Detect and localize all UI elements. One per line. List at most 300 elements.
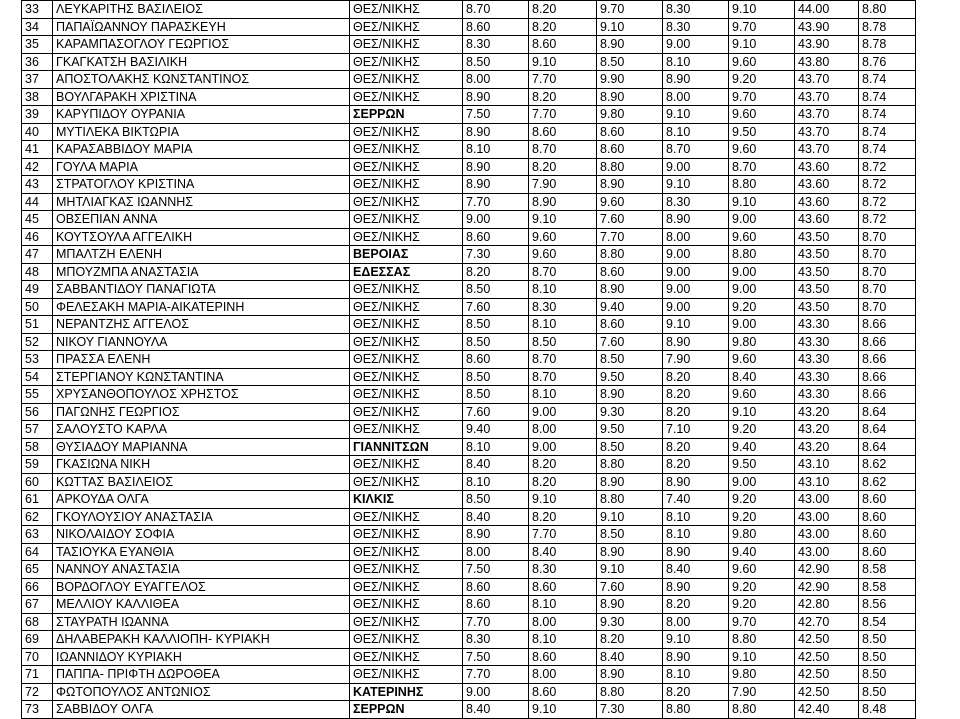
table-row <box>22 561 916 579</box>
city-cell: ΘΕΣ/ΝΙΚΗΣ <box>350 403 463 421</box>
score-2-cell: 9.00 <box>529 403 597 421</box>
rank-cell: 40 <box>22 123 53 141</box>
score-2-cell: 8.70 <box>529 141 597 159</box>
rank-cell: 39 <box>22 106 53 124</box>
score-5-cell: 9.20 <box>729 71 795 89</box>
score-5-cell: 9.70 <box>729 613 795 631</box>
rank-cell: 33 <box>22 1 53 19</box>
rank-cell: 62 <box>22 508 53 526</box>
score-5-cell: 9.00 <box>729 473 795 491</box>
score-5-cell: 9.20 <box>729 421 795 439</box>
score-4-cell: 8.10 <box>663 508 729 526</box>
average-cell: 8.50 <box>859 648 916 666</box>
score-2-cell: 8.10 <box>529 386 597 404</box>
score-1-cell: 8.10 <box>463 438 529 456</box>
score-5-cell: 9.50 <box>729 456 795 474</box>
score-3-cell: 7.70 <box>597 228 663 246</box>
score-4-cell: 7.40 <box>663 491 729 509</box>
score-2-cell: 9.10 <box>529 211 597 229</box>
score-3-cell: 8.90 <box>597 36 663 54</box>
rank-cell: 66 <box>22 578 53 596</box>
score-2-cell: 8.20 <box>529 508 597 526</box>
city-cell: ΓΙΑΝΝΙΤΣΩΝ <box>350 438 463 456</box>
score-2-cell: 8.60 <box>529 578 597 596</box>
table-row <box>22 228 916 246</box>
average-cell: 8.64 <box>859 421 916 439</box>
rank-cell: 37 <box>22 71 53 89</box>
score-2-cell: 8.60 <box>529 648 597 666</box>
score-5-cell: 9.20 <box>729 508 795 526</box>
city-cell: ΚΑΤΕΡΙΝΗΣ <box>350 683 463 701</box>
score-3-cell: 8.90 <box>597 473 663 491</box>
score-4-cell: 9.00 <box>663 158 729 176</box>
name-cell: ΑΡΚΟΥΔΑ ΟΛΓΑ <box>53 491 350 509</box>
average-cell: 8.74 <box>859 88 916 106</box>
name-cell: ΜΕΛΛΙΟΥ ΚΑΛΛΙΘΕΑ <box>53 596 350 614</box>
score-4-cell: 8.20 <box>663 438 729 456</box>
name-cell: ΦΕΛΕΣΑΚΗ ΜΑΡΙΑ-ΑΙΚΑΤΕΡΙΝΗ <box>53 298 350 316</box>
score-4-cell: 9.10 <box>663 176 729 194</box>
score-2-cell: 8.20 <box>529 473 597 491</box>
city-cell: ΕΔΕΣΣΑΣ <box>350 263 463 281</box>
score-5-cell: 8.80 <box>729 176 795 194</box>
total-cell: 43.70 <box>795 71 859 89</box>
score-3-cell: 8.50 <box>597 53 663 71</box>
score-3-cell: 7.60 <box>597 211 663 229</box>
score-3-cell: 7.60 <box>597 333 663 351</box>
score-1-cell: 7.50 <box>463 648 529 666</box>
total-cell: 43.50 <box>795 281 859 299</box>
city-cell: ΘΕΣ/ΝΙΚΗΣ <box>350 631 463 649</box>
score-3-cell: 9.70 <box>597 1 663 19</box>
average-cell: 8.78 <box>859 18 916 36</box>
total-cell: 43.20 <box>795 438 859 456</box>
score-2-cell: 8.10 <box>529 596 597 614</box>
average-cell: 8.62 <box>859 456 916 474</box>
city-cell: ΘΕΣ/ΝΙΚΗΣ <box>350 596 463 614</box>
score-1-cell: 8.50 <box>463 491 529 509</box>
table-row <box>22 333 916 351</box>
score-1-cell: 8.90 <box>463 176 529 194</box>
total-cell: 43.90 <box>795 18 859 36</box>
name-cell: ΙΩΑΝΝΙΔΟΥ ΚΥΡΙΑΚΗ <box>53 648 350 666</box>
city-cell: ΘΕΣ/ΝΙΚΗΣ <box>350 351 463 369</box>
average-cell: 8.70 <box>859 263 916 281</box>
score-4-cell: 8.20 <box>663 386 729 404</box>
table-row <box>22 158 916 176</box>
score-5-cell: 9.70 <box>729 88 795 106</box>
table-row <box>22 543 916 561</box>
average-cell: 8.74 <box>859 123 916 141</box>
average-cell: 8.78 <box>859 36 916 54</box>
rank-cell: 72 <box>22 683 53 701</box>
total-cell: 43.10 <box>795 456 859 474</box>
score-3-cell: 8.80 <box>597 246 663 264</box>
average-cell: 8.60 <box>859 508 916 526</box>
score-2-cell: 8.00 <box>529 613 597 631</box>
name-cell: ΟΒΣΕΠΙΑΝ ΑΝΝΑ <box>53 211 350 229</box>
total-cell: 43.30 <box>795 351 859 369</box>
total-cell: 42.90 <box>795 578 859 596</box>
score-4-cell: 8.00 <box>663 228 729 246</box>
table-row <box>22 438 916 456</box>
table-row <box>22 613 916 631</box>
rank-cell: 56 <box>22 403 53 421</box>
table-row <box>22 141 916 159</box>
score-1-cell: 8.50 <box>463 386 529 404</box>
city-cell: ΘΕΣ/ΝΙΚΗΣ <box>350 281 463 299</box>
average-cell: 8.76 <box>859 53 916 71</box>
city-cell: ΘΕΣ/ΝΙΚΗΣ <box>350 18 463 36</box>
total-cell: 43.10 <box>795 473 859 491</box>
rank-cell: 59 <box>22 456 53 474</box>
city-cell: ΘΕΣ/ΝΙΚΗΣ <box>350 386 463 404</box>
city-cell: ΘΕΣ/ΝΙΚΗΣ <box>350 648 463 666</box>
score-5-cell: 9.60 <box>729 53 795 71</box>
rank-cell: 47 <box>22 246 53 264</box>
score-1-cell: 8.60 <box>463 596 529 614</box>
table-row <box>22 298 916 316</box>
score-4-cell: 8.90 <box>663 211 729 229</box>
table-row <box>22 578 916 596</box>
score-3-cell: 8.60 <box>597 316 663 334</box>
rank-cell: 54 <box>22 368 53 386</box>
score-5-cell: 9.10 <box>729 1 795 19</box>
total-cell: 43.30 <box>795 368 859 386</box>
score-1-cell: 8.50 <box>463 316 529 334</box>
score-3-cell: 9.10 <box>597 18 663 36</box>
score-1-cell: 8.00 <box>463 71 529 89</box>
total-cell: 44.00 <box>795 1 859 19</box>
score-1-cell: 8.10 <box>463 473 529 491</box>
average-cell: 8.80 <box>859 1 916 19</box>
score-4-cell: 9.10 <box>663 316 729 334</box>
average-cell: 8.74 <box>859 141 916 159</box>
score-1-cell: 8.30 <box>463 36 529 54</box>
score-5-cell: 8.80 <box>729 701 795 719</box>
table-row <box>22 473 916 491</box>
table-row <box>22 631 916 649</box>
score-2-cell: 8.60 <box>529 36 597 54</box>
table-row <box>22 211 916 229</box>
score-2-cell: 8.10 <box>529 281 597 299</box>
rank-cell: 51 <box>22 316 53 334</box>
rank-cell: 70 <box>22 648 53 666</box>
table-row <box>22 666 916 684</box>
score-4-cell: 8.20 <box>663 368 729 386</box>
average-cell: 8.74 <box>859 106 916 124</box>
score-1-cell: 8.40 <box>463 456 529 474</box>
score-2-cell: 8.30 <box>529 561 597 579</box>
score-5-cell: 9.20 <box>729 596 795 614</box>
name-cell: ΝΙΚΟΛΑΙΔΟΥ ΣΟΦΙΑ <box>53 526 350 544</box>
rank-cell: 42 <box>22 158 53 176</box>
total-cell: 43.00 <box>795 526 859 544</box>
total-cell: 42.40 <box>795 701 859 719</box>
score-2-cell: 7.90 <box>529 176 597 194</box>
score-2-cell: 9.60 <box>529 228 597 246</box>
average-cell: 8.64 <box>859 403 916 421</box>
table-row <box>22 508 916 526</box>
rank-cell: 34 <box>22 18 53 36</box>
score-3-cell: 9.40 <box>597 298 663 316</box>
score-3-cell: 9.30 <box>597 613 663 631</box>
score-5-cell: 9.20 <box>729 491 795 509</box>
rank-cell: 71 <box>22 666 53 684</box>
table-row <box>22 36 916 54</box>
score-3-cell: 8.90 <box>597 596 663 614</box>
city-cell: ΘΕΣ/ΝΙΚΗΣ <box>350 561 463 579</box>
table-row <box>22 526 916 544</box>
name-cell: ΑΠΟΣΤΟΛΑΚΗΣ ΚΩΝΣΤΑΝΤΙΝΟΣ <box>53 71 350 89</box>
score-3-cell: 8.40 <box>597 648 663 666</box>
rank-cell: 68 <box>22 613 53 631</box>
name-cell: ΦΩΤΟΠΟΥΛΟΣ ΑΝΤΩΝΙΟΣ <box>53 683 350 701</box>
score-3-cell: 8.50 <box>597 438 663 456</box>
score-2-cell: 7.70 <box>529 526 597 544</box>
table-row <box>22 246 916 264</box>
score-5-cell: 9.60 <box>729 106 795 124</box>
average-cell: 8.50 <box>859 666 916 684</box>
score-4-cell: 8.90 <box>663 578 729 596</box>
rank-cell: 53 <box>22 351 53 369</box>
score-3-cell: 8.50 <box>597 351 663 369</box>
name-cell: ΓΟΥΛΑ ΜΑΡΙΑ <box>53 158 350 176</box>
table-row <box>22 456 916 474</box>
total-cell: 43.50 <box>795 246 859 264</box>
score-1-cell: 8.90 <box>463 123 529 141</box>
score-4-cell: 8.90 <box>663 333 729 351</box>
average-cell: 8.66 <box>859 386 916 404</box>
total-cell: 43.60 <box>795 158 859 176</box>
total-cell: 43.20 <box>795 421 859 439</box>
table-row <box>22 596 916 614</box>
score-3-cell: 8.90 <box>597 88 663 106</box>
city-cell: ΘΕΣ/ΝΙΚΗΣ <box>350 71 463 89</box>
score-1-cell: 8.40 <box>463 508 529 526</box>
score-3-cell: 9.60 <box>597 193 663 211</box>
city-cell: ΘΕΣ/ΝΙΚΗΣ <box>350 368 463 386</box>
name-cell: ΣΤΑΥΡΑΤΗ ΙΩΑΝΝΑ <box>53 613 350 631</box>
name-cell: ΜΠΟΥΖΜΠΑ ΑΝΑΣΤΑΣΙΑ <box>53 263 350 281</box>
score-5-cell: 9.40 <box>729 543 795 561</box>
total-cell: 43.50 <box>795 298 859 316</box>
score-4-cell: 8.20 <box>663 456 729 474</box>
average-cell: 8.60 <box>859 526 916 544</box>
score-5-cell: 9.10 <box>729 648 795 666</box>
score-4-cell: 8.10 <box>663 53 729 71</box>
score-3-cell: 7.30 <box>597 701 663 719</box>
city-cell: ΘΕΣ/ΝΙΚΗΣ <box>350 473 463 491</box>
score-5-cell: 9.00 <box>729 211 795 229</box>
score-2-cell: 8.00 <box>529 421 597 439</box>
table-row <box>22 193 916 211</box>
city-cell: ΘΕΣ/ΝΙΚΗΣ <box>350 508 463 526</box>
rank-cell: 52 <box>22 333 53 351</box>
score-5-cell: 9.00 <box>729 263 795 281</box>
score-1-cell: 7.70 <box>463 193 529 211</box>
score-3-cell: 8.20 <box>597 631 663 649</box>
total-cell: 43.00 <box>795 508 859 526</box>
score-5-cell: 9.60 <box>729 351 795 369</box>
city-cell: ΘΕΣ/ΝΙΚΗΣ <box>350 526 463 544</box>
average-cell: 8.50 <box>859 683 916 701</box>
city-cell: ΘΕΣ/ΝΙΚΗΣ <box>350 666 463 684</box>
score-4-cell: 8.20 <box>663 403 729 421</box>
name-cell: ΝΑΝΝΟΥ ΑΝΑΣΤΑΣΙΑ <box>53 561 350 579</box>
total-cell: 43.60 <box>795 176 859 194</box>
score-2-cell: 8.50 <box>529 333 597 351</box>
total-cell: 42.70 <box>795 613 859 631</box>
city-cell: ΘΕΣ/ΝΙΚΗΣ <box>350 333 463 351</box>
score-1-cell: 7.60 <box>463 298 529 316</box>
city-cell: ΘΕΣ/ΝΙΚΗΣ <box>350 228 463 246</box>
score-3-cell: 9.50 <box>597 368 663 386</box>
score-1-cell: 9.00 <box>463 683 529 701</box>
rank-cell: 43 <box>22 176 53 194</box>
score-4-cell: 9.10 <box>663 631 729 649</box>
score-1-cell: 8.50 <box>463 368 529 386</box>
score-5-cell: 9.10 <box>729 193 795 211</box>
name-cell: ΧΡΥΣΑΝΘΟΠΟΥΛΟΣ ΧΡΗΣΤΟΣ <box>53 386 350 404</box>
table-row <box>22 281 916 299</box>
score-5-cell: 9.60 <box>729 386 795 404</box>
score-4-cell: 8.80 <box>663 701 729 719</box>
score-1-cell: 8.90 <box>463 88 529 106</box>
average-cell: 8.58 <box>859 561 916 579</box>
name-cell: ΚΟΥΤΣΟΥΛΑ ΑΓΓΕΛΙΚΗ <box>53 228 350 246</box>
rank-cell: 67 <box>22 596 53 614</box>
score-4-cell: 9.00 <box>663 246 729 264</box>
score-3-cell: 9.10 <box>597 508 663 526</box>
name-cell: ΣΑΛΟΥΣΤΟ ΚΑΡΛΑ <box>53 421 350 439</box>
score-5-cell: 8.80 <box>729 631 795 649</box>
table-row <box>22 123 916 141</box>
rank-cell: 48 <box>22 263 53 281</box>
city-cell: ΘΕΣ/ΝΙΚΗΣ <box>350 298 463 316</box>
average-cell: 8.72 <box>859 176 916 194</box>
score-5-cell: 9.00 <box>729 281 795 299</box>
score-1-cell: 8.90 <box>463 526 529 544</box>
rank-cell: 35 <box>22 36 53 54</box>
name-cell: ΠΑΓΩΝΗΣ ΓΕΩΡΓΙΟΣ <box>53 403 350 421</box>
score-3-cell: 8.80 <box>597 158 663 176</box>
score-5-cell: 9.80 <box>729 526 795 544</box>
score-5-cell: 9.80 <box>729 666 795 684</box>
score-4-cell: 9.10 <box>663 106 729 124</box>
table-row <box>22 386 916 404</box>
score-5-cell: 9.70 <box>729 18 795 36</box>
rank-cell: 41 <box>22 141 53 159</box>
score-1-cell: 7.50 <box>463 561 529 579</box>
score-1-cell: 7.30 <box>463 246 529 264</box>
score-2-cell: 8.40 <box>529 543 597 561</box>
table-row <box>22 263 916 281</box>
city-cell: ΘΕΣ/ΝΙΚΗΣ <box>350 316 463 334</box>
score-2-cell: 8.30 <box>529 298 597 316</box>
score-1-cell: 8.50 <box>463 281 529 299</box>
score-2-cell: 8.20 <box>529 456 597 474</box>
city-cell: ΘΕΣ/ΝΙΚΗΣ <box>350 123 463 141</box>
average-cell: 8.50 <box>859 631 916 649</box>
score-2-cell: 8.20 <box>529 1 597 19</box>
name-cell: ΜΗΤΛΙΑΓΚΑΣ ΙΩΑΝΝΗΣ <box>53 193 350 211</box>
name-cell: ΚΑΡΑΣΑΒΒΙΔΟΥ ΜΑΡΙΑ <box>53 141 350 159</box>
city-cell: ΘΕΣ/ΝΙΚΗΣ <box>350 1 463 19</box>
score-1-cell: 8.60 <box>463 18 529 36</box>
score-4-cell: 8.00 <box>663 88 729 106</box>
table-row <box>22 701 916 719</box>
total-cell: 42.90 <box>795 561 859 579</box>
average-cell: 8.48 <box>859 701 916 719</box>
score-1-cell: 8.50 <box>463 333 529 351</box>
name-cell: ΠΡΑΣΣΑ ΕΛΕΝΗ <box>53 351 350 369</box>
average-cell: 8.66 <box>859 333 916 351</box>
score-3-cell: 8.60 <box>597 141 663 159</box>
score-4-cell: 9.00 <box>663 281 729 299</box>
score-5-cell: 9.60 <box>729 141 795 159</box>
score-3-cell: 8.50 <box>597 526 663 544</box>
score-2-cell: 8.60 <box>529 683 597 701</box>
score-5-cell: 8.70 <box>729 158 795 176</box>
average-cell: 8.60 <box>859 491 916 509</box>
total-cell: 43.70 <box>795 106 859 124</box>
rank-cell: 36 <box>22 53 53 71</box>
name-cell: ΛΕΥΚΑΡΙΤΗΣ ΒΑΣΙΛΕΙΟΣ <box>53 1 350 19</box>
average-cell: 8.70 <box>859 298 916 316</box>
score-2-cell: 9.10 <box>529 491 597 509</box>
total-cell: 42.50 <box>795 648 859 666</box>
score-1-cell: 8.60 <box>463 351 529 369</box>
rank-cell: 64 <box>22 543 53 561</box>
city-cell: ΘΕΣ/ΝΙΚΗΣ <box>350 141 463 159</box>
score-3-cell: 9.80 <box>597 106 663 124</box>
score-3-cell: 8.90 <box>597 386 663 404</box>
score-4-cell: 8.10 <box>663 666 729 684</box>
score-4-cell: 8.90 <box>663 543 729 561</box>
rank-cell: 50 <box>22 298 53 316</box>
score-3-cell: 8.90 <box>597 176 663 194</box>
name-cell: ΣΑΒΒΙΔΟΥ ΟΛΓΑ <box>53 701 350 719</box>
city-cell: ΘΕΣ/ΝΙΚΗΣ <box>350 53 463 71</box>
score-1-cell: 8.40 <box>463 701 529 719</box>
score-1-cell: 8.90 <box>463 158 529 176</box>
name-cell: ΝΙΚΟΥ ΓΙΑΝΝΟΥΛΑ <box>53 333 350 351</box>
city-cell: ΘΕΣ/ΝΙΚΗΣ <box>350 211 463 229</box>
score-2-cell: 8.70 <box>529 351 597 369</box>
average-cell: 8.72 <box>859 193 916 211</box>
average-cell: 8.60 <box>859 543 916 561</box>
total-cell: 43.60 <box>795 193 859 211</box>
name-cell: ΓΚΑΓΚΑΤΣΗ ΒΑΣΙΛΙΚΗ <box>53 53 350 71</box>
score-4-cell: 8.30 <box>663 193 729 211</box>
rank-cell: 65 <box>22 561 53 579</box>
city-cell: ΣΕΡΡΩΝ <box>350 701 463 719</box>
total-cell: 43.30 <box>795 386 859 404</box>
score-1-cell: 9.40 <box>463 421 529 439</box>
total-cell: 43.50 <box>795 263 859 281</box>
name-cell: ΓΚΟΥΛΟΥΣΙΟΥ ΑΝΑΣΤΑΣΙΑ <box>53 508 350 526</box>
score-2-cell: 8.10 <box>529 316 597 334</box>
rank-cell: 46 <box>22 228 53 246</box>
city-cell: ΘΕΣ/ΝΙΚΗΣ <box>350 613 463 631</box>
name-cell: ΠΑΠΑΪΩΑΝΝΟΥ ΠΑΡΑΣΚΕΥΗ <box>53 18 350 36</box>
rank-cell: 73 <box>22 701 53 719</box>
city-cell: ΚΙΛΚΙΣ <box>350 491 463 509</box>
score-3-cell: 8.90 <box>597 543 663 561</box>
rank-cell: 55 <box>22 386 53 404</box>
name-cell: ΚΑΡΑΜΠΑΣΟΓΛΟΥ ΓΕΩΡΓΙΟΣ <box>53 36 350 54</box>
